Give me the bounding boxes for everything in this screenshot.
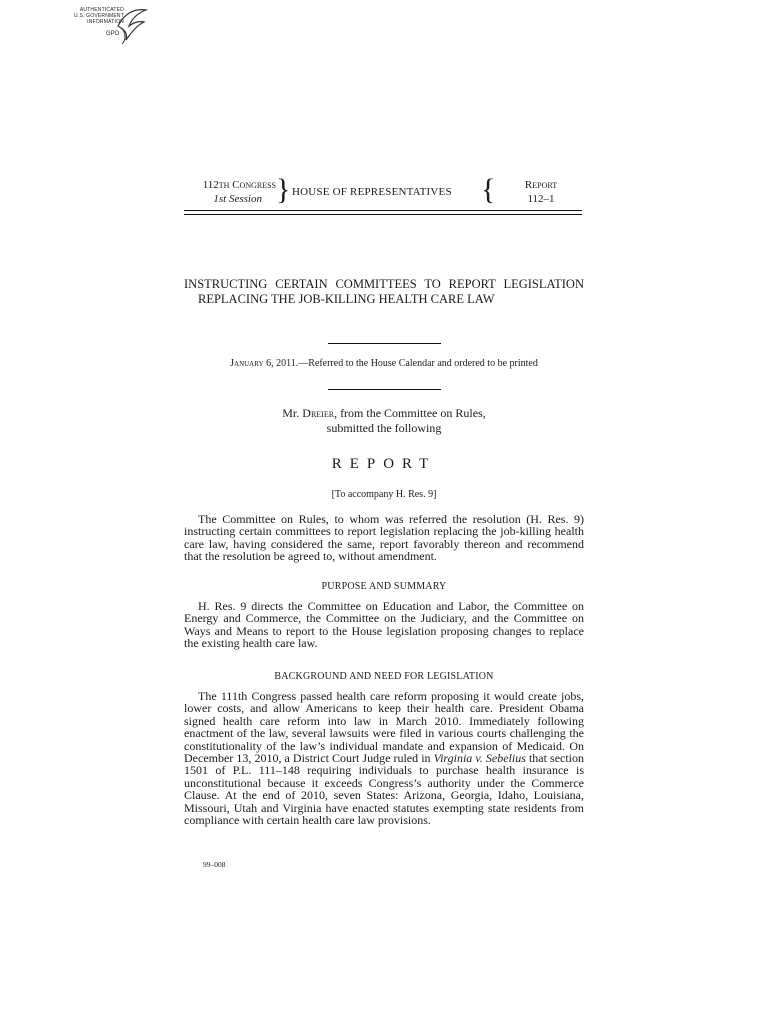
gpo-authentication-seal <box>62 4 148 46</box>
submitted-line: submitted the following <box>326 421 442 435</box>
submitter-committee: , from the Committee on Rules, <box>334 406 486 420</box>
report-heading: REPORT <box>331 456 437 472</box>
submitter-prefix: Mr. <box>282 406 303 420</box>
seal-line: INFORMATION <box>87 19 124 25</box>
seal-gpo-label: GPO <box>106 31 120 37</box>
footer-code: 99–008 <box>203 860 226 869</box>
submitter-block <box>184 406 584 436</box>
background-paragraph <box>184 690 584 826</box>
report-number: 112–1 <box>527 193 555 205</box>
accompany-note: [To accompany H. Res. 9] <box>331 489 437 500</box>
background-heading: BACKGROUND AND NEED FOR LEGISLATION <box>274 671 494 682</box>
case-name: Virginia v. Sebelius <box>433 751 526 766</box>
session-label: 1st Session <box>213 193 262 205</box>
title-divider <box>328 343 441 344</box>
chamber-label: HOUSE OF REPRESENTATIVES <box>292 186 452 198</box>
background-text-part: The 111th Congress passed health care reform proposing it would create jobs, lower costs, and allow Americans to keep their health care. President Obama signed health care reform into law in March 2010. Immediately following enactment of the law, several lawsuits were filed in various courts challenging the constitutionality of the law’s individual mandate and expansion of Medicaid. On December 13, 2010, a District Court Judge ruled in <box>184 689 584 766</box>
eagle-icon <box>114 4 148 46</box>
brace-left-icon: { <box>481 173 496 206</box>
dateline <box>184 358 584 369</box>
background-text-part: that section 1501 of P.L. 111–148 requiring individuals to purchase health insurance is unconstitutional because it exceeds Congress’s authority under the Commerce Clause. At the end of 2010, seven States: Arizona, Georgia, Idaho, Louisiana, Missouri, Utah and Virginia have enacted statutes exempting state residents from compliance with certain health care law provisions. <box>184 751 585 828</box>
report-label: Report <box>524 179 558 191</box>
congress-label: 112th Congress <box>202 179 276 191</box>
seal-line: AUTHENTICATED <box>79 7 124 13</box>
report-title: INSTRUCTING CERTAIN COMMITTEES TO REPORT LEGISLATION REPLACING THE JOB-KILLING HEALTH CARE LAW <box>184 277 584 306</box>
seal-line: U.S. GOVERNMENT <box>74 13 124 19</box>
header-double-rule <box>184 210 582 215</box>
purpose-paragraph: H. Res. 9 directs the Committee on Education and Labor, the Committee on Energy and Commerce, the Committee on the Judiciary, and the Committee on Ways and Means to report to the House legislation proposing changes to replace the existing health care law. <box>184 599 584 651</box>
brace-right-icon: } <box>276 173 291 206</box>
report-number-block <box>500 178 582 206</box>
dateline-text: .—Referred to the House Calendar and ordered to be printed <box>295 358 538 369</box>
purpose-heading: PURPOSE AND SUMMARY <box>321 581 447 592</box>
congress-session <box>184 178 276 206</box>
dateline-divider <box>328 389 441 390</box>
report-date: January 6, 2011 <box>230 358 296 369</box>
report-header <box>184 173 582 208</box>
intro-paragraph: The Committee on Rules, to whom was referred the resolution (H. Res. 9) instructing certain committees to report legislation replacing the job-killing health care law, having considered the same, report favorably thereon and recommend that the resolution be agreed to, without amendment. <box>184 512 584 564</box>
submitter-name: Dreier <box>302 406 335 420</box>
